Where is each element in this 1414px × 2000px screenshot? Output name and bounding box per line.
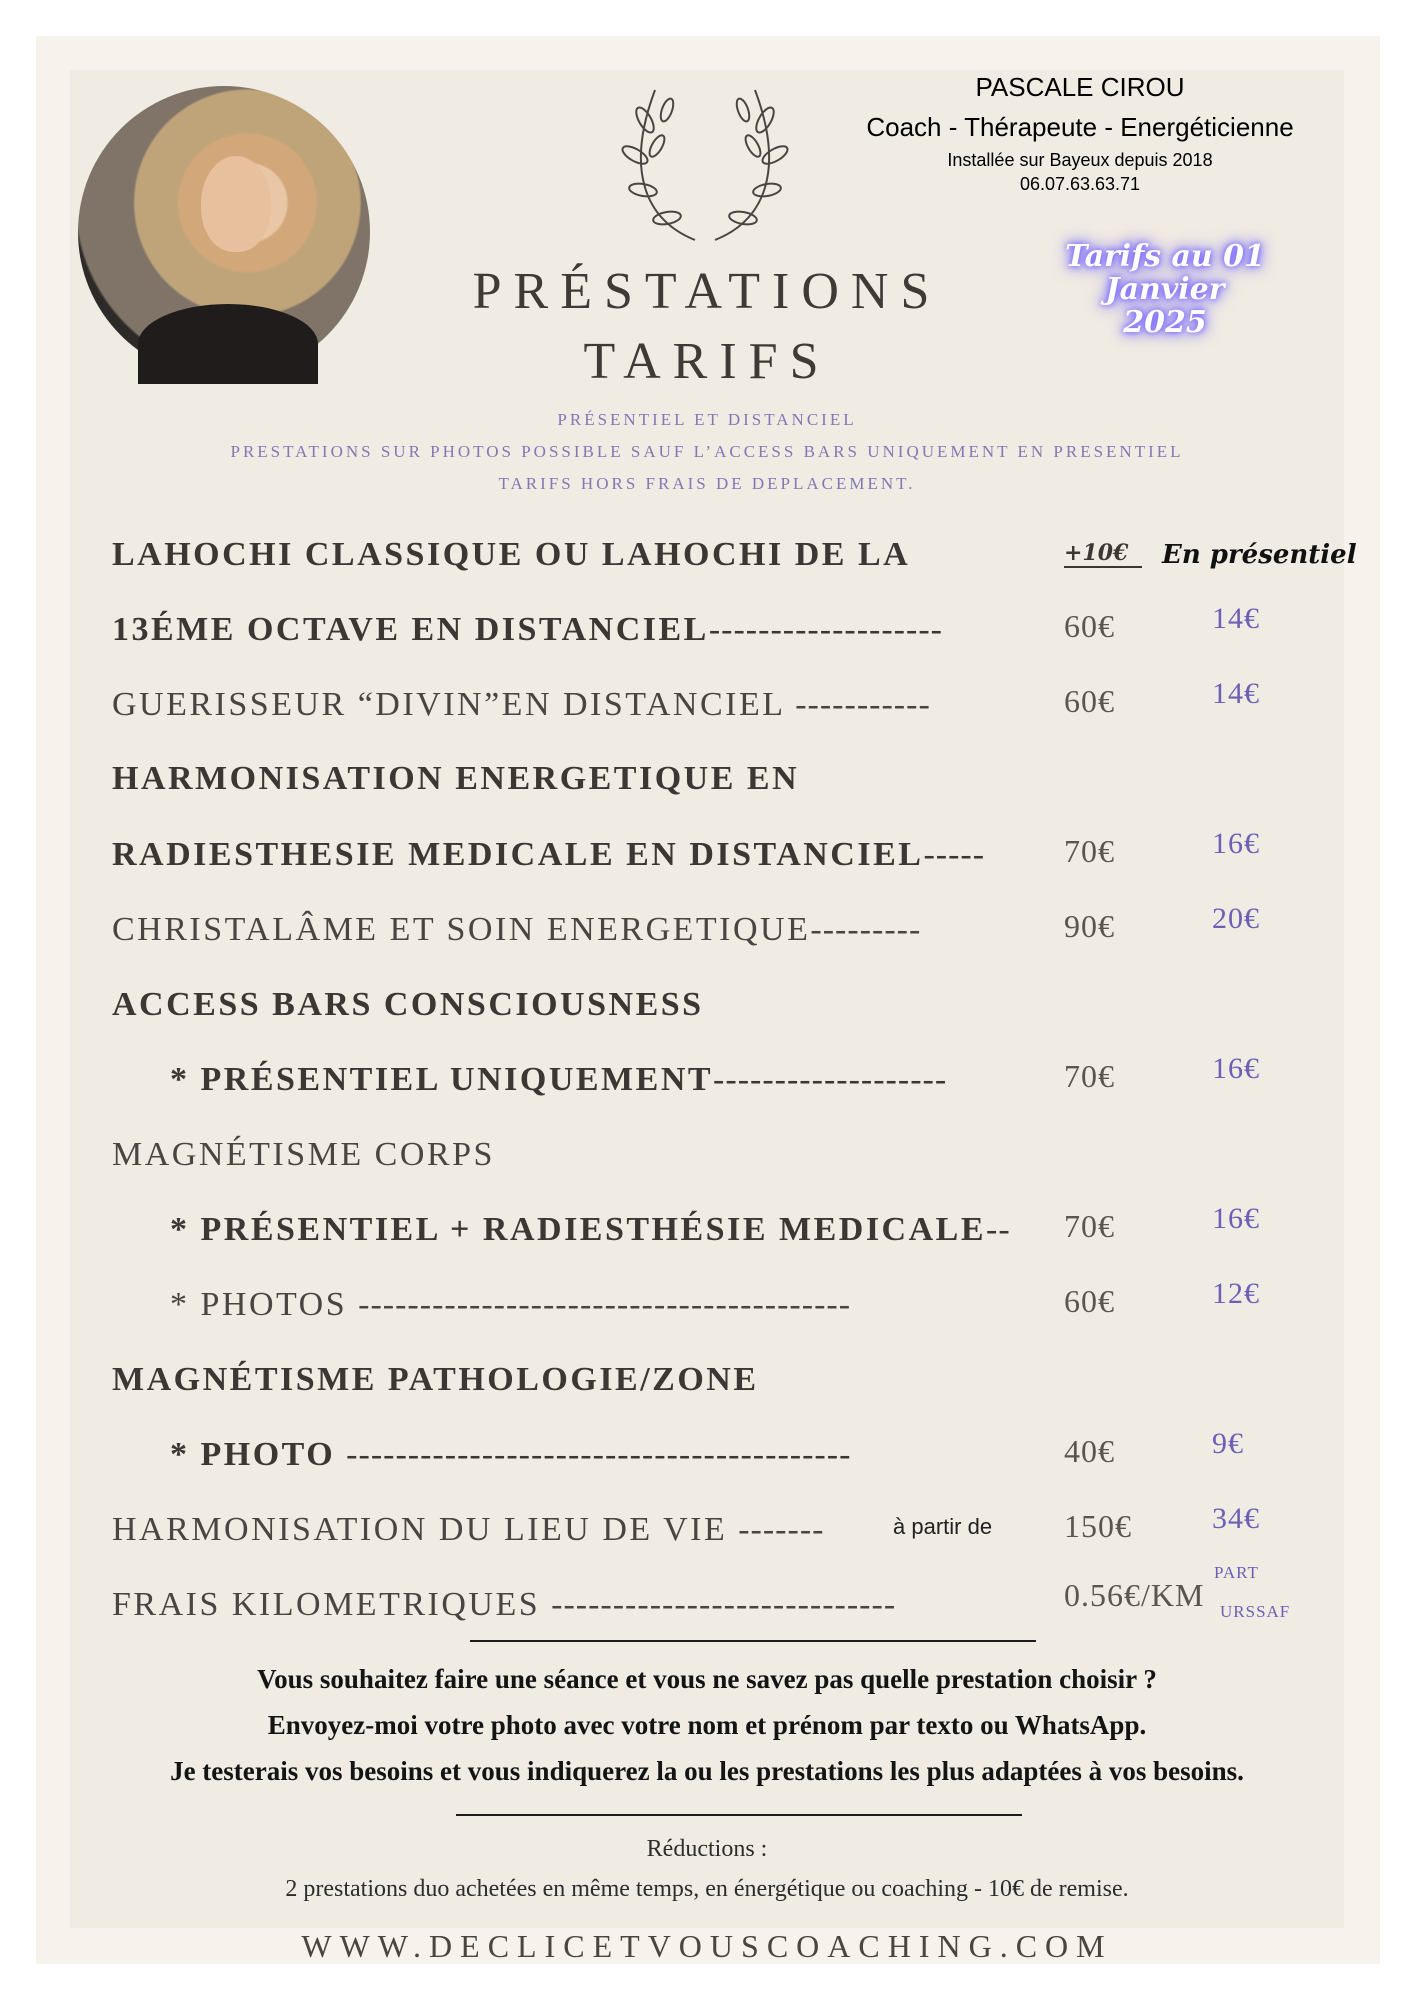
service-row xyxy=(112,1361,759,1421)
service-onsite-price: 12€ xyxy=(1212,1277,1260,1310)
service-dashes: ----- xyxy=(923,836,986,873)
service-dashes: ---------------------------- xyxy=(551,1586,897,1623)
coach-role: Coach - Thérapeute - Energéticienne xyxy=(866,112,1294,142)
service-onsite-price: 16€ xyxy=(1212,827,1260,860)
divider-line xyxy=(456,1814,1022,1816)
info-note: Je testerais vos besoins et vous indiquerez la ou les prestations les plus adaptées à vos besoins. xyxy=(170,1756,1244,1786)
page-title: PRÉSTATIONS xyxy=(472,263,942,320)
service-row xyxy=(112,760,799,820)
service-onsite-price: 20€ xyxy=(1212,902,1260,935)
service-row xyxy=(112,1511,824,1571)
service-price: 90€ xyxy=(1064,908,1115,944)
service-row xyxy=(112,911,921,971)
service-label: LAHOCHI CLASSIQUE OU LAHOCHI DE LA xyxy=(112,536,911,573)
column-header-plus: +10€ xyxy=(1064,540,1142,568)
service-label: FRAIS KILOMETRIQUES xyxy=(112,1586,552,1623)
service-row xyxy=(112,1586,896,1646)
service-onsite-price: 14€ xyxy=(1212,677,1260,710)
service-row xyxy=(112,836,985,896)
service-onsite-price: 14€ xyxy=(1212,602,1260,635)
urssaf-label: URSSAF xyxy=(1220,1602,1291,1621)
badge-line: Janvier xyxy=(1105,272,1225,307)
coach-phone: 06.07.63.63.71 xyxy=(1019,174,1141,194)
coach-location: Installée sur Bayeux depuis 2018 xyxy=(947,150,1213,170)
subtitle-line: PRÉSENTIEL ET DISTANCIEL xyxy=(557,410,857,429)
service-label: * PRÉSENTIEL UNIQUEMENT xyxy=(170,1061,714,1098)
subtitle-line: PRESTATIONS SUR PHOTOS POSSIBLE SAUF L’ACCESS BARS UNIQUEMENT EN PRESENTIEL xyxy=(230,442,1184,461)
website-link[interactable]: WWW.DECLICETVOUSCOACHING.COM xyxy=(301,1928,1113,1964)
service-dashes: --------- xyxy=(810,911,922,948)
service-dashes: ----------- xyxy=(795,686,931,723)
service-dashes: ------- xyxy=(738,1511,825,1548)
service-row xyxy=(170,1286,851,1346)
badge-line: 2025 xyxy=(1123,305,1207,340)
part-label: PART xyxy=(1214,1563,1259,1582)
service-price: 60€ xyxy=(1064,608,1115,644)
service-price: 70€ xyxy=(1064,833,1115,869)
badge-line: Tarifs au 01 xyxy=(1065,239,1265,274)
service-label: RADIESTHESIE MEDICALE EN DISTANCIEL xyxy=(112,836,924,873)
info-note: Vous souhaitez faire une séance et vous ne savez pas quelle prestation choisir ? xyxy=(257,1664,1157,1694)
service-label: GUERISSEUR “DIVIN”EN DISTANCIEL xyxy=(112,686,796,723)
service-price: 40€ xyxy=(1064,1433,1115,1469)
service-row xyxy=(170,1061,947,1121)
divider-line xyxy=(470,1640,1036,1642)
subtitle-line: TARIFS HORS FRAIS DE DEPLACEMENT. xyxy=(498,474,916,493)
from-price-label: à partir de xyxy=(893,1514,993,1539)
service-price: 60€ xyxy=(1064,683,1115,719)
service-onsite-price: 16€ xyxy=(1212,1202,1260,1235)
service-row xyxy=(112,1136,495,1196)
service-price: 60€ xyxy=(1064,1283,1115,1319)
coach-name: PASCALE CIROU xyxy=(975,72,1185,102)
service-row xyxy=(170,1436,851,1496)
info-note: Envoyez-moi votre photo avec votre nom et prénom par texto ou WhatsApp. xyxy=(267,1710,1147,1740)
service-row xyxy=(112,986,704,1046)
service-onsite-price: 9€ xyxy=(1212,1427,1244,1460)
service-label: CHRISTALÂME ET SOIN ENERGETIQUE xyxy=(112,911,811,948)
laurel-wreath-icon xyxy=(605,80,805,250)
service-dashes: ---------------------------------------- xyxy=(358,1286,852,1323)
service-price: 70€ xyxy=(1064,1058,1115,1094)
service-label: ACCESS BARS CONSCIOUSNESS xyxy=(112,986,704,1023)
service-dashes: ----------------------------------------- xyxy=(346,1436,852,1473)
service-row xyxy=(170,1211,1011,1271)
page-title-line2: TARIFS xyxy=(583,333,831,390)
service-label: * PHOTOS xyxy=(170,1286,359,1323)
service-price: 70€ xyxy=(1064,1208,1115,1244)
service-label: * PRÉSENTIEL + RADIESTHÉSIE MEDICALE xyxy=(170,1211,987,1248)
service-price: 0.56€/KM xyxy=(1064,1577,1205,1613)
portrait-face xyxy=(201,156,271,252)
service-row xyxy=(112,611,943,671)
service-row xyxy=(112,536,910,596)
service-label: * PHOTO xyxy=(170,1436,347,1473)
service-label: HARMONISATION ENERGETIQUE EN xyxy=(112,760,800,797)
service-onsite-price: 34€ xyxy=(1212,1502,1260,1535)
service-label: 13ÉME OCTAVE EN DISTANCIEL xyxy=(112,611,709,648)
service-dashes: ------------------- xyxy=(713,1061,948,1098)
service-onsite-price: 16€ xyxy=(1212,1052,1260,1085)
service-label: MAGNÉTISME PATHOLOGIE/ZONE xyxy=(112,1361,759,1398)
reductions-text: 2 prestations duo achetées en même temps, en énergétique ou coaching - 10€ de remise. xyxy=(285,1876,1129,1902)
service-dashes: ------------------- xyxy=(708,611,943,648)
service-dashes: -- xyxy=(986,1211,1011,1248)
column-header-onsite: En présentiel xyxy=(1162,540,1357,570)
service-label: MAGNÉTISME CORPS xyxy=(112,1136,495,1173)
reductions-title: Réductions : xyxy=(646,1836,768,1862)
service-row xyxy=(112,686,931,746)
service-price: 150€ xyxy=(1064,1508,1132,1544)
service-label: HARMONISATION DU LIEU DE VIE xyxy=(112,1511,739,1548)
